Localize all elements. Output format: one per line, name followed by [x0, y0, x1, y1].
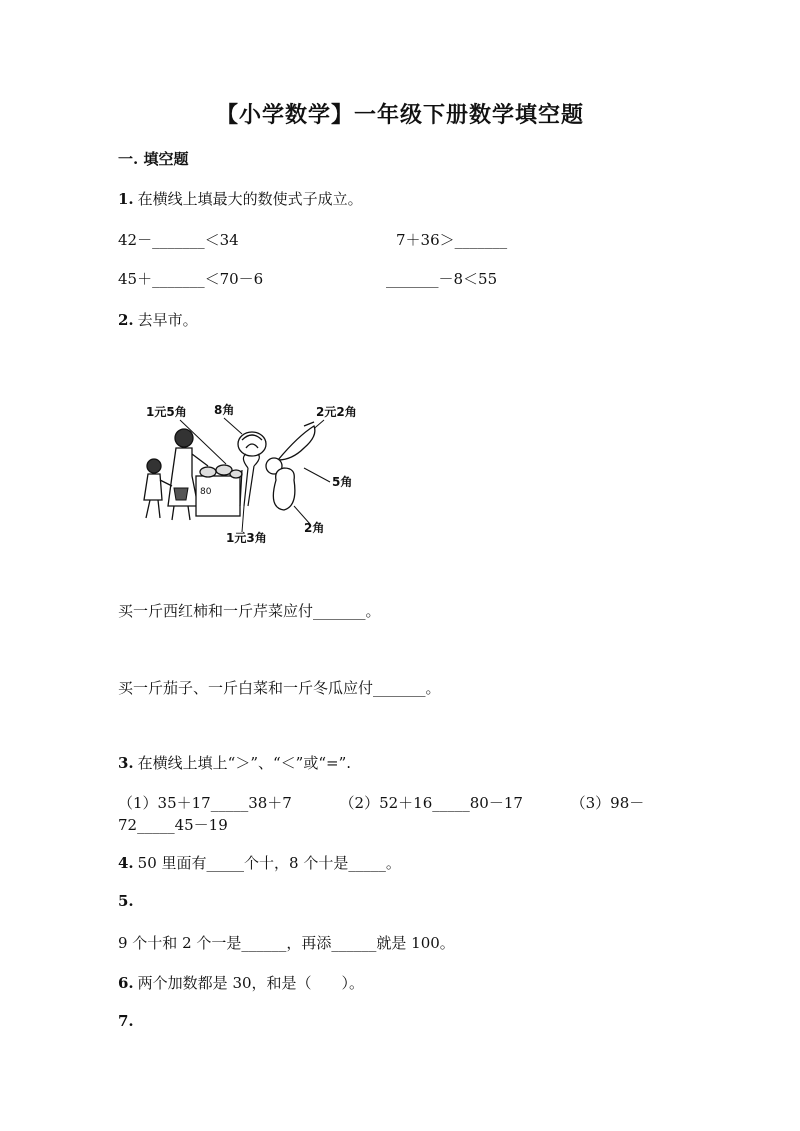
question-1 [118, 188, 363, 209]
child-figure [144, 459, 172, 518]
question-number: 7. [118, 1012, 134, 1030]
wax-gourd-drawing [273, 468, 295, 510]
equation-1b: 7＋36＞_______ [396, 231, 508, 249]
question-6 [118, 972, 364, 993]
cabbage-drawing [238, 432, 266, 456]
price-label-cabbage: 8角 [214, 403, 235, 417]
page-title: 【小学数学】一年级下册数学填空题 [215, 102, 584, 128]
eggplant-drawing [278, 422, 315, 460]
question-7 [118, 1012, 138, 1030]
equation-2b: _______－8＜55 [386, 270, 498, 288]
question-text: 两个加数都是 30，和是（ ）。 [137, 974, 365, 992]
price-label-top-right: 2元2角 [316, 405, 357, 419]
question-number: 1. [118, 190, 134, 208]
price-label-top-left: 1元5角 [146, 405, 187, 419]
question-text: 在横线上填上“＞”、“＜”或“=”. [137, 754, 352, 772]
price-label-bottom-right: 2角 [304, 521, 325, 535]
question-number: 5. [118, 892, 134, 910]
question-number: 2. [118, 311, 134, 329]
market-drawing [128, 396, 368, 546]
question-text: 在横线上填最大的数使式子成立。 [137, 190, 363, 208]
question-number: 4. [118, 854, 134, 872]
question-number: 6. [118, 974, 134, 992]
question-2 [118, 309, 198, 330]
question-text: 去早市。 [137, 311, 198, 329]
market-illustration [128, 396, 368, 546]
stall-number: 80 [200, 487, 212, 497]
equation-1a: 42－_______＜34 [118, 231, 239, 249]
question-2-part-2: 买一斤茄子、一斤白菜和一斤冬瓜应付_______。 [118, 679, 441, 697]
price-label-bottom: 1元3角 [226, 531, 267, 545]
section-heading: 一. 填空题 [118, 150, 189, 168]
question-5 [118, 892, 138, 910]
celery-drawing [240, 454, 259, 506]
question-text: 50 里面有_____个十，8 个十是_____。 [137, 854, 401, 872]
comparison-line-1: （1）35＋17_____38＋7 （2）52＋16_____80－17 （3）98－ [118, 794, 645, 812]
question-number: 3. [118, 754, 134, 772]
question-5-text: 9 个十和 2 个一是______，再添______就是 100。 [118, 934, 455, 952]
comparison-line-2: 72_____45－19 [118, 816, 228, 834]
price-label-right: 5角 [332, 475, 353, 489]
equation-2a: 45＋_______＜70－6 [118, 270, 264, 288]
basket [174, 488, 188, 500]
question-2-part-1: 买一斤西红柿和一斤芹菜应付_______。 [118, 602, 381, 620]
question-4 [118, 852, 401, 873]
question-3 [118, 752, 351, 773]
